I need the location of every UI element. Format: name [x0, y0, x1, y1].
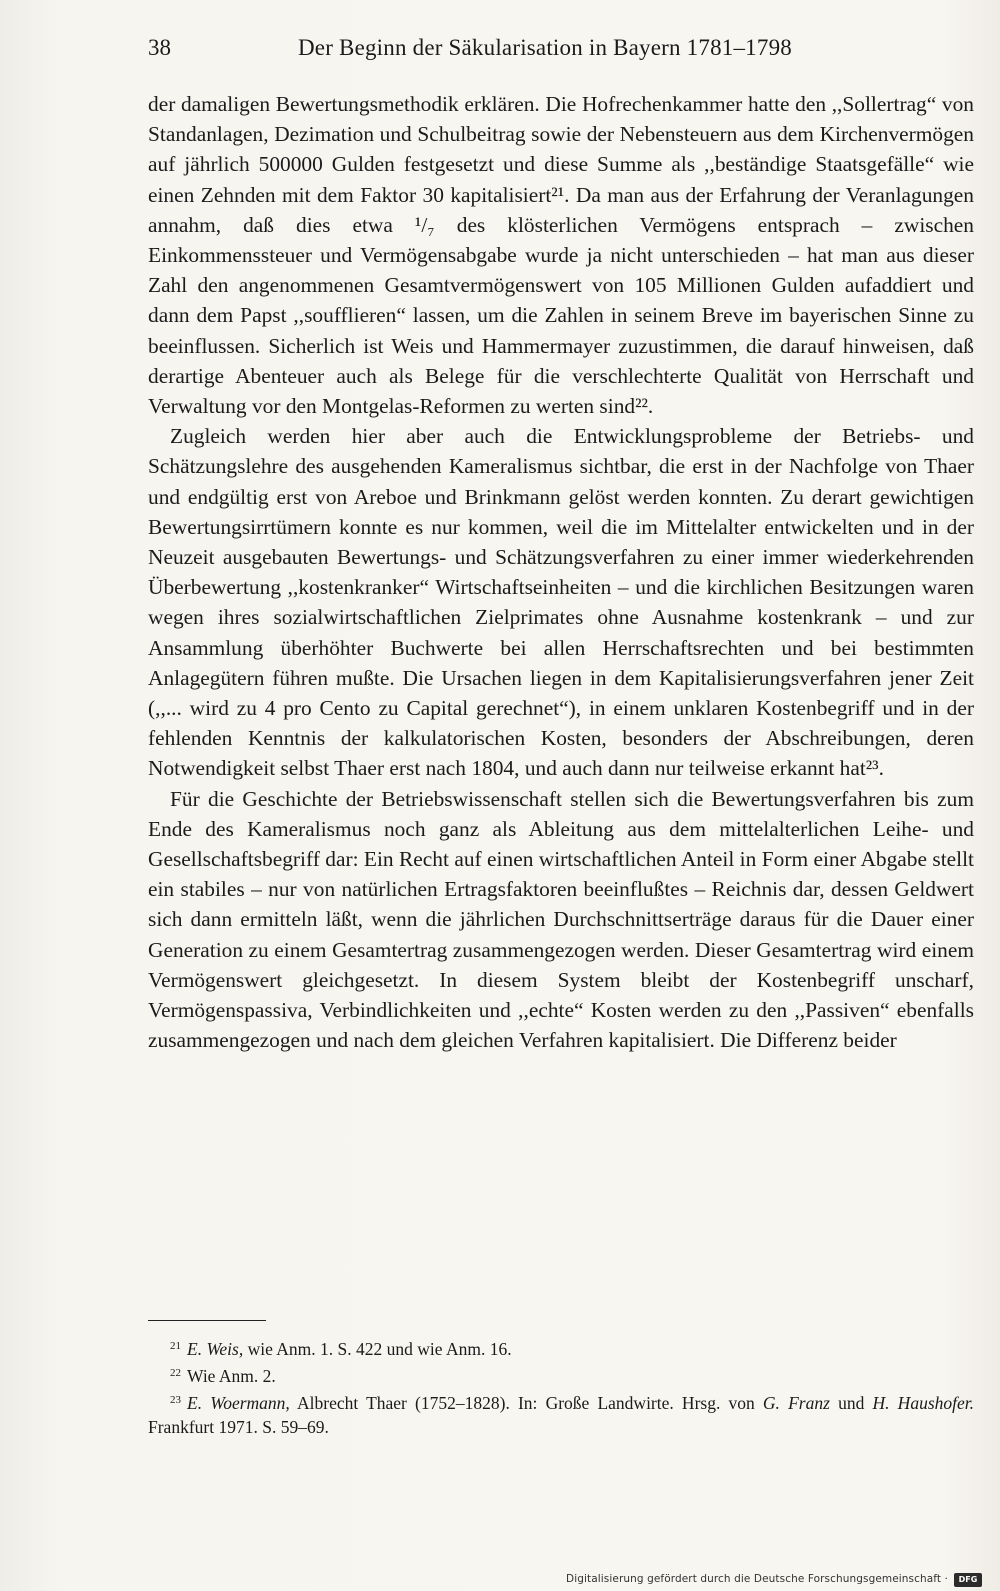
digitization-credit: Digitalisierung gefördert durch die Deutsche Forschungsgemeinschaft ·	[566, 1573, 948, 1585]
page-number: 38	[148, 35, 171, 60]
footnote-text: wie Anm. 1. S. 422 und wie Anm. 16.	[243, 1339, 512, 1359]
footnotes	[148, 1334, 974, 1439]
paragraph-1: der damaligen Bewertungsmethodik erklären. Die Hofrechenkammer hatte den ,,Sollertrag“ von Standanlagen, Dezimation und Schulbeitrag sowie der Nebensteuern aus dem Kirchenvermögen auf jährlich 500000 Gulden festgesetzt und diese Summe als ,,beständige Staatsgefälle“ wie einen Zehnden mit dem Faktor 30 kapitalisiert²¹. Da man aus der Erfahrung der Veranlagungen annahm, daß dies etwa ¹/₇ des klösterlichen Vermögens entsprach – zwischen Einkommenssteuer und Vermögensabgabe wurde ja nicht unterschieden – hat man aus dieser Zahl den angenommenen Gesamtvermögenswert von 105 Millionen Gulden aufaddiert und dann dem Papst ,,soufflieren“ lassen, um die Zahlen in seinem Breve im bayerischen Sinne zu beeinflussen. Sicherlich ist Weis und Hammermayer zuzustimmen, die darauf hinweisen, daß derartige Abenteuer auch als Belege für die verschlechterte Qualität von Herrschaft und Verwaltung vor den Montgelas-Reformen zu werten sind²².	[148, 92, 974, 419]
paragraph-2: Zugleich werden hier aber auch die Entwicklungsprobleme der Betriebs- und Schätzungslehre des ausgehenden Kameralismus sichtbar, die erst in der Nachfolge von Thaer und endgültig erst von Areboe und Brinkmann gelöst werden konnten. Zu derart gewichtigen Bewertungsirrtümern konnte es nur kommen, weil die im Mittelalter entwickelten und in der Neuzeit ausgebauten Bewertungs- und Schätzungsverfahren zu einer immer wiederkehrenden Überbewertung ,,kostenkranker“ Wirtschaftseinheiten – und die kirchlichen Besitzungen waren wegen ihres sozialwirtschaftlichen Zielprimates ohne Ausnahme kostenkrank – und zur Ansammlung überhöhter Buchwerte bei allen Herrschaftsrechten und bei bestimmten Anlagegütern führen mußte. Die Ursachen liegen in dem Kapitalisierungsverfahren jener Zeit (,,... wird zu 4 pro Cento zu Capital gerechnet“), in einem unklaren Kostenbegriff und in der fehlenden Kenntnis der kalkulatorischen Kosten, besonders der Abschreibungen, deren Notwendigkeit selbst Thaer erst nach 1804, und auch dann nur teilweise erkannt hat²³.	[148, 424, 974, 781]
running-head	[148, 30, 838, 66]
footnote-separator	[148, 1320, 266, 1321]
dfg-logo-icon: DFG	[954, 1573, 982, 1587]
footnote-number: 22	[170, 1367, 181, 1379]
footnote-author: E. Woermann,	[187, 1393, 290, 1413]
footnote-text: Albrecht Thaer (1752–1828). In: Große Landwirte. Hrsg. von	[289, 1393, 763, 1413]
running-title: Der Beginn der Säkularisation in Bayern 1781–1798	[298, 35, 792, 60]
footnote-number: 23	[170, 1394, 181, 1406]
paragraph-3: Für die Geschichte der Betriebswissenschaft stellen sich die Bewertungsverfahren bis zum Ende des Kameralismus noch ganz als Ableitung aus dem mittelalterlichen Leihe- und Gesellschaftsbegriff dar: Ein Recht auf einen wirtschaftlichen Anteil in Form einer Abgabe stellt ein stabiles – nur von natürlichen Ertragsfaktoren beeinflußtes – Reichnis dar, dessen Geldwert sich dann ermitteln läßt, wenn die jährlichen Durchschnittserträge daraus für die Dauer einer Generation zu einem Gesamtertrag zusammengezogen werden. Dieser Gesamtertrag wird einem Vermögenswert gleichgesetzt. In diesem System bleibt der Kostenbegriff unscharf, Vermögenspassiva, Verbindlichkeiten und ,,echte“ Kosten werden zu den ,,Passiven“ ebenfalls zusammengezogen und nach dem gleichen Verfahren kapitalisiert. Die Differenz beider	[148, 786, 974, 1053]
footnote-21	[148, 1334, 974, 1361]
footnote-23	[148, 1388, 974, 1439]
footnote-number: 21	[170, 1340, 181, 1352]
footnote-editor: G. Franz	[762, 1393, 830, 1413]
footnote-author: E. Weis,	[187, 1339, 244, 1359]
footnote-tail: Frankfurt 1971. S. 59–69.	[148, 1417, 329, 1437]
footnote-editor: H. Haushofer.	[872, 1393, 975, 1413]
footnote-text: Wie Anm. 2.	[187, 1366, 276, 1386]
footnote-22	[148, 1361, 974, 1388]
body-text	[148, 89, 974, 1056]
footnote-joiner: und	[829, 1393, 873, 1413]
